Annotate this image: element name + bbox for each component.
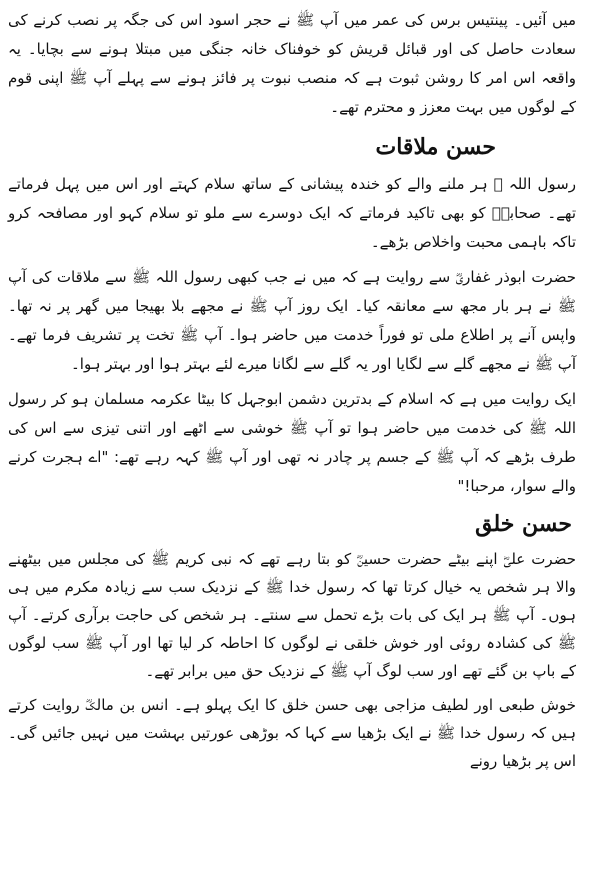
paragraph-abu-dharr: حضرت ابوذر غفاریؓ سے روایت ہے کہ میں نے جب کبھی رسول اللہ ﷺ سے ملاقات کی آپ ﷺ نے ہر بار مجھ سے معانقہ کیا۔ ایک روز آپ ﷺ نے مجھے بلا بھیجا میں گھر پر نہ تھا۔ واپس آنے پر اطلاع ملی تو فوراً خدمت میں حاضر ہوا۔ آپ ﷺ تخت پر تشریف فرما تھے۔ آپ ﷺ نے مجھے گلے سے لگایا اور یہ گلے سے لگانا میرے لئے بہتر ہوا اور بہتر ہوا۔ [8, 268, 576, 373]
paragraph-hajar-aswad: میں آئیں۔ پینتیس برس کی عمر میں آپ ﷺ نے حجر اسود اس کی جگہ پر نصب کرنے کی سعادت حاصل کی اور قبائل قریش کو خوفناک خانہ جنگی میں مبتلا ہونے سے بچایا۔ یہ واقعہ اس امر کا روشن ثبوت ہے کہ منصب نبوت پر فائز ہونے سے پہلے آپ ﷺ اپنی قوم کے لوگوں میں بہت معزز و محترم تھے۔ [8, 11, 576, 116]
paragraph-salam: رسول اللہ ﷺ ہر ملنے والے کو خندہ پیشانی کے ساتھ سلام کہتے اور اس میں پہل فرماتے تھے۔ صحابہؓ کو بھی تاکید فرماتے کہ ایک دوسرے سے ملو تو سلام کہو اور مصافحہ کرو تاکہ باہمی محبت واخلاص بڑھے۔ [8, 175, 576, 251]
paragraph-hazrat-ali: حضرت علیؓ اپنے بیٹے حضرت حسینؓ کو بتا رہے تھے کہ نبی کریم ﷺ کی مجلس میں بیٹھنے والا ہر شخص یہ خیال کرتا تھا کہ رسول خدا ﷺ کے نزدیک سب سے زیادہ مکرم میں ہی ہوں۔ آپ ﷺ ہر ایک کی بات بڑے تحمل سے سنتے۔ ہر شخص کی حاجت برآری کرتے۔ آپ ﷺ کی کشادہ روئی اور خوش خلقی نے لوگوں کا احاطہ کر لیا تھا اور آپ ﷺ سب لوگوں کے باپ بن گئے تھے اور سب لوگ آپ ﷺ کے نزدیک حق میں برابر تھے۔ [8, 550, 576, 680]
heading-husn-e-khulq: حسن خلق [475, 511, 572, 537]
paragraph-ikrimah: ایک روایت میں ہے کہ اسلام کے بدترین دشمن ابوجہل کا بیٹا عکرمہ مسلمان ہو کر رسول اللہ ﷺ کی خدمت میں حاضر ہوا تو آپ ﷺ خوشی سے اٹھے اور اتنی تیزی سے اس کی طرف بڑھے کہ آپ ﷺ کے جسم پر چادر نہ تھی اور آپ ﷺ کہہ رہے تھے: "اے ہجرت کرنے والے سوار، مرحبا!" [8, 390, 576, 495]
heading-husn-e-mulaqat: حسن ملاقات [375, 134, 496, 160]
paragraph-khush-tabi: خوش طبعی اور لطیف مزاجی بھی حسن خلق کا ایک پہلو ہے۔ انس بن مالکؓ روایت کرتے ہیں کہ رسول خدا ﷺ نے ایک بڑھیا سے کہا کہ بوڑھی عورتیں بہشت میں نہیں جائیں گی۔ اس پر بڑھیا رونے [8, 696, 576, 770]
